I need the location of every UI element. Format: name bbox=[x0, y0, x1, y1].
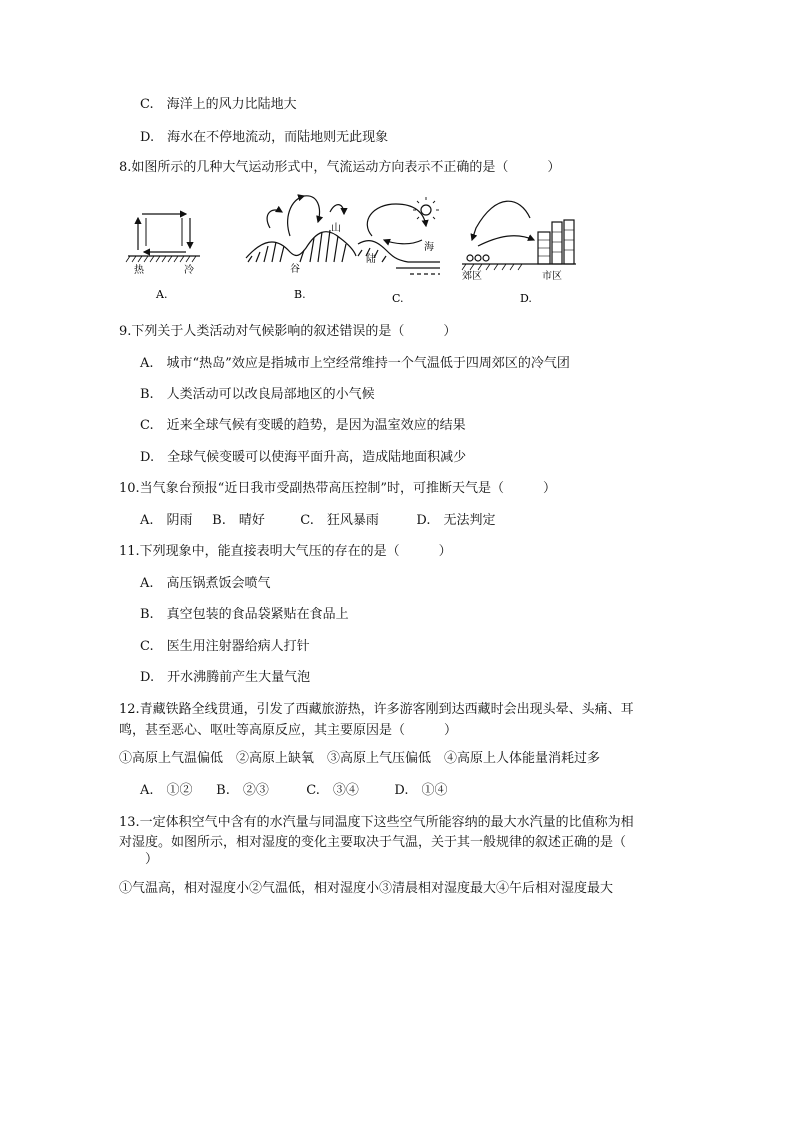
q13-statements: ①气温高，相对湿度小②气温低，相对湿度小③清晨相对湿度最大④午后相对湿度最大 bbox=[119, 881, 614, 896]
figure-d-urban-heat-island bbox=[462, 201, 576, 270]
q11-stem: 11.下列现象中，能直接表明大气压的存在的是（ ） bbox=[119, 544, 452, 559]
figure-a-circulation bbox=[126, 214, 200, 262]
q7-option-c: C. 海洋上的风力比陆地大 bbox=[140, 97, 297, 112]
figure-d-suburb-label: 郊区 bbox=[462, 271, 482, 282]
figure-d-label: D. bbox=[520, 292, 532, 305]
q10-stem: 10.当气象台预报“近日我市受副热带高压控制”时，可推断天气是（ ） bbox=[119, 481, 556, 496]
q11-option-c: C. 医生用注射器给病人打针 bbox=[140, 639, 310, 654]
q10-option-d: D. 无法判定 bbox=[416, 513, 496, 528]
figure-c-sea-label: 海 bbox=[424, 242, 434, 253]
q11-option-b: B. 真空包装的食品袋紧贴在食品上 bbox=[140, 607, 349, 622]
figure-b-mountain-label: 山 bbox=[331, 223, 341, 234]
q12-stem-line1: 12.青藏铁路全线贯通，引发了西藏旅游热，许多游客刚到达西藏时会出现头晕、头痛、耳 bbox=[119, 702, 634, 717]
q13-stem-line3: ） bbox=[119, 852, 159, 867]
figure-c-label: C. bbox=[392, 292, 404, 305]
figure-b-valley-label: 谷 bbox=[290, 264, 300, 275]
q12-statements: ①高原上气温偏低 ②高原上缺氧 ③高原上气压偏低 ④高原上人体能量消耗过多 bbox=[119, 751, 601, 766]
q9-option-a: A. 城市“热岛”效应是指城市上空经常维持一个气温低于四周郊区的冷气团 bbox=[140, 356, 570, 371]
figure-c-land-label: 陆 bbox=[366, 254, 376, 265]
figure-a-label: A. bbox=[156, 288, 168, 301]
q12-option-b: B. ②③ bbox=[216, 783, 269, 798]
q11-option-a: A. 高压锅煮饭会喷气 bbox=[140, 576, 271, 591]
q9-option-b: B. 人类活动可以改良局部地区的小气候 bbox=[140, 387, 375, 402]
q12-option-a: A. ①② bbox=[140, 783, 193, 798]
q13-stem-line2: 对湿度。如图所示，相对湿度的变化主要取决于气温，关于其一般规律的叙述正确的是（ bbox=[119, 835, 627, 850]
q11-option-d: D. 开水沸腾前产生大量气泡 bbox=[140, 670, 311, 685]
q10-options bbox=[140, 512, 496, 530]
q9-stem: 9.下列关于人类活动对气候影响的叙述错误的是（ ） bbox=[119, 324, 457, 339]
q13-stem-line1: 13.一定体积空气中含有的水汽量与同温度下这些空气所能容纳的最大水汽量的比值称为相 bbox=[119, 815, 634, 830]
q12-option-c: C. ③④ bbox=[306, 783, 359, 798]
q8-stem: 8.如图所示的几种大气运动形式中，气流运动方向表示不正确的是（ ） bbox=[119, 160, 561, 175]
figure-d-city-label: 市区 bbox=[542, 271, 562, 282]
q8-figure bbox=[0, 0, 794, 320]
figure-b-label: B. bbox=[294, 288, 306, 301]
q7-option-d: D. 海水在不停地流动，而陆地则无此现象 bbox=[140, 130, 389, 145]
q12-option-d: D. ①④ bbox=[394, 783, 448, 798]
q10-option-b: B. 晴好 bbox=[212, 513, 265, 528]
figure-a-cold-label: 冷 bbox=[184, 265, 194, 276]
q9-option-c: C. 近来全球气候有变暖的趋势，是因为温室效应的结果 bbox=[140, 418, 466, 433]
q12-options bbox=[140, 782, 448, 800]
q10-option-c: C. 狂风暴雨 bbox=[300, 513, 379, 528]
q9-option-d: D. 全球气候变暖可以使海平面升高，造成陆地面积减少 bbox=[140, 450, 467, 465]
q10-option-a: A. 阴雨 bbox=[140, 513, 193, 528]
q12-stem-line2: 鸣，甚至恶心、呕吐等高原反应，其主要原因是（ ） bbox=[119, 723, 458, 738]
figure-a-hot-label: 热 bbox=[134, 265, 144, 276]
